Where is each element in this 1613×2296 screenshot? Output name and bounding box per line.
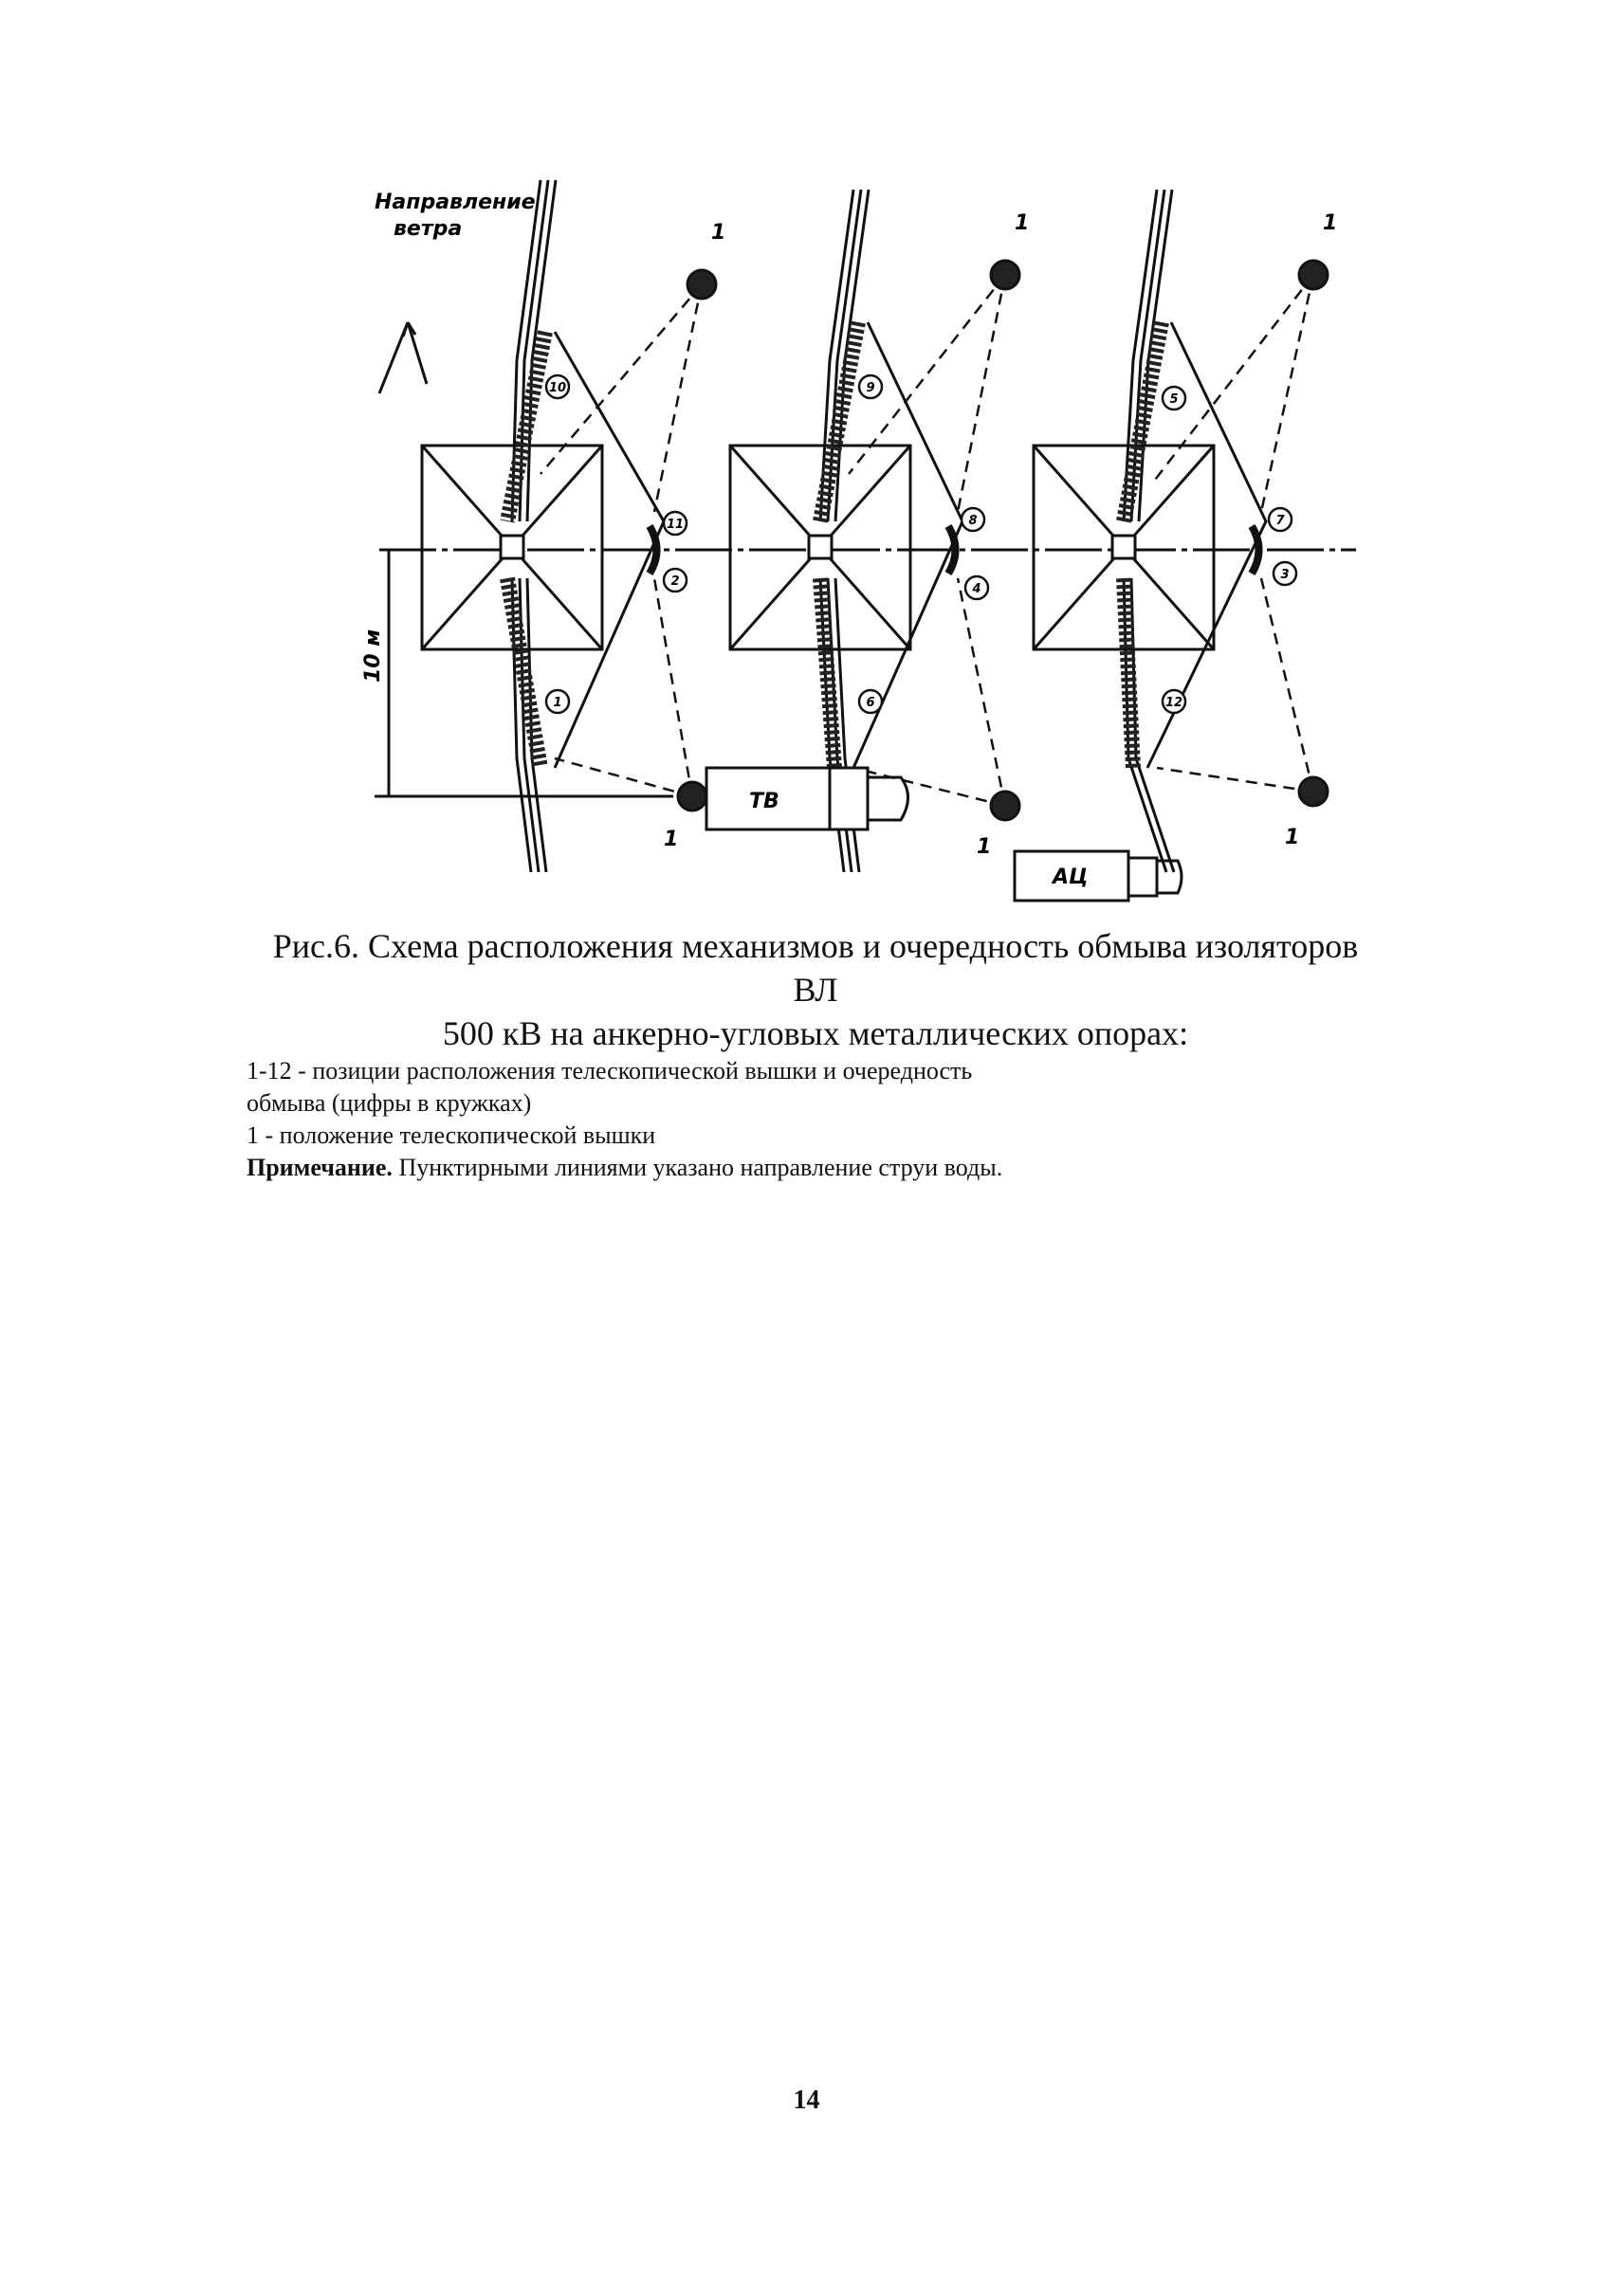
- vehicle-ac: [1015, 851, 1182, 901]
- order-number: 10: [548, 381, 567, 395]
- position-marker-label: 1: [711, 221, 726, 245]
- position-marker-label: 1: [1323, 211, 1338, 235]
- legend-positions-cont: обмыва (цифры в кружках): [247, 1089, 532, 1117]
- note-text: Пунктирными линиями указано направление струи воды.: [392, 1154, 1003, 1181]
- order-number: 9: [866, 381, 875, 395]
- vehicle-tv: [706, 768, 908, 829]
- order-number: 1: [553, 696, 562, 710]
- order-number: 7: [1275, 514, 1285, 528]
- order-number: 6: [866, 696, 875, 710]
- position-marker-label: 1: [977, 835, 992, 859]
- caption-title-line2: 500 кВ на анкерно-угловых металлических опорах:: [442, 1014, 1189, 1052]
- position-markers: [678, 261, 1328, 820]
- caption-title-line1: Рис.6. Схема расположения механизмов и очередность обмыва изоляторов ВЛ: [272, 927, 1359, 1009]
- page-number: 14: [793, 2086, 820, 2115]
- order-number: 11: [666, 518, 685, 532]
- note: [247, 1152, 1384, 1184]
- vehicle-tv-label: ТВ: [749, 790, 779, 813]
- wind-label-line1: Направление: [375, 191, 536, 214]
- note-label: Примечание.: [247, 1154, 393, 1181]
- position-marker-label: 1: [664, 828, 679, 851]
- position-marker-label: 1: [1015, 211, 1030, 235]
- distance-label: 10 м: [361, 629, 385, 683]
- figure-caption: [247, 924, 1384, 1184]
- order-number: 12: [1164, 696, 1183, 710]
- scheme-drawing: [351, 171, 1394, 910]
- order-number: 8: [968, 514, 978, 528]
- insulator-washing-scheme: [351, 171, 1394, 910]
- vehicle-ac-label: АЦ: [1053, 866, 1089, 889]
- position-marker-label: 1: [1285, 826, 1300, 849]
- wind-arrow-icon: [379, 322, 427, 393]
- legend-tower-position: 1 - положение телескопической вышки: [247, 1121, 656, 1149]
- wind-label-line2: ветра: [394, 217, 463, 241]
- order-number: 3: [1280, 568, 1290, 582]
- order-number: 5: [1169, 392, 1179, 407]
- order-number: 2: [670, 574, 680, 589]
- legend-positions: 1-12 - позиции расположения телескопической вышки и очередность: [247, 1057, 973, 1084]
- order-number: 4: [972, 582, 981, 596]
